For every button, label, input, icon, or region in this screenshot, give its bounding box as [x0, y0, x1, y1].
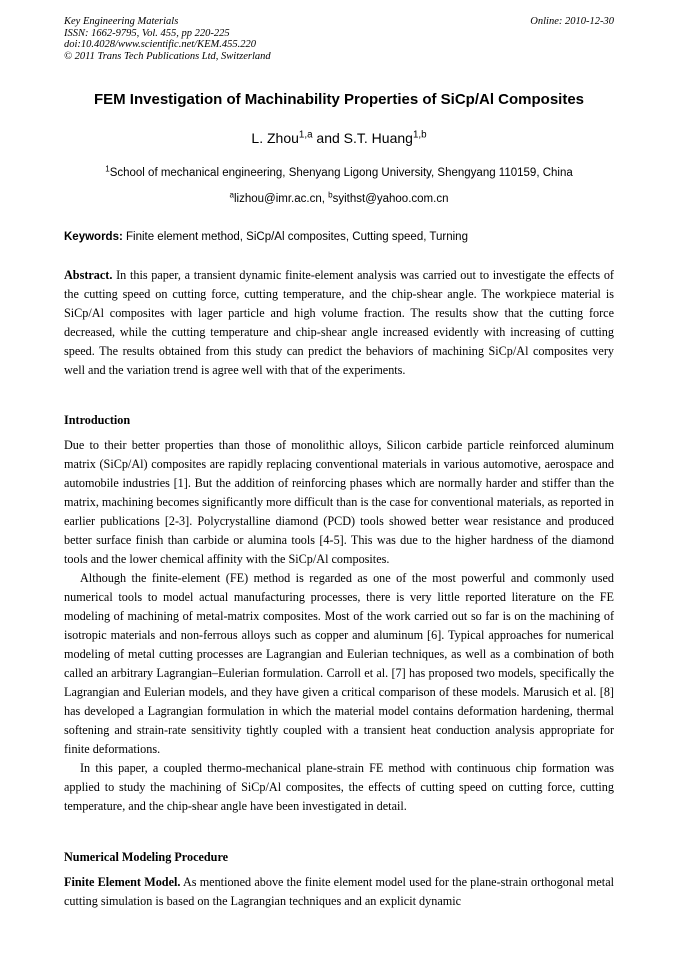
abstract — [64, 266, 614, 380]
author-line — [0, 130, 678, 146]
email-a-sup: a — [229, 190, 234, 200]
introduction-body — [64, 436, 614, 816]
fem-paragraph — [64, 873, 614, 911]
affiliation — [0, 164, 678, 179]
email-b: syithst@yahoo.com.cn — [332, 193, 449, 205]
intro-paragraph-3: In this paper, a coupled thermo-mechanical plane-strain FE method with continuous chip formation was applied to study the machining of SiCp/Al composites, the effects of cutting speed on cutting force, cutting temperature, and the chip-shear angle have been investigated in detail. — [64, 761, 614, 813]
journal-name: Key Engineering Materials — [64, 16, 179, 27]
numerical-heading: Numerical Modeling Procedure — [64, 850, 229, 864]
intro-paragraph-2: Although the finite-element (FE) method is regarded as one of the most powerful and commonly used numerical tools to model actual manufacturing processes, there is very little reported literature on the FE modeling of machining of metal-matrix composites. Most of the work carried out so far is on the machining of isotropic materials and non-ferrous alloys such as copper and aluminum [6]. Typical approaches for numerical modeling of metal cutting processes are Lagrangian and Eulerian techniques, as well as a combination of both called an arbitrary Lagrangian–Eulerian formulation. Carroll et al. [7] has proposed two models, specifically the Lagrangian and Eulerian models, and they have given a critical comparison of these models. Marusich et al. [8] has developed a Lagrangian formulation in which the material model contains deformation hardening, thermal softening and strain-rate sensitivity tightly coupled with a transient heat conduction analysis appropriate for finite deformations. — [64, 571, 614, 756]
introduction-heading: Introduction — [64, 413, 131, 427]
issn-line: ISSN: 1662-9795, Vol. 455, pp 220-225 — [64, 27, 230, 39]
fem-label: Finite Element Model. — [64, 875, 181, 889]
author-2-sup: 1,b — [412, 129, 427, 141]
abstract-text: In this paper, a transient dynamic finite-element analysis was carried out to investigate the effects of the cutting speed on cutting force, cutting temperature, and the chip-shear angle. The workpiece material is SiCp/Al composites with lager particle and high volume fraction. The results show that the cutting force decreased, while the cutting temperature and chip-shear angle increased evidently with increasing of cutting speed. The results obtained from this study can predict the behaviors of machining SiCp/Al composites very well and the variation trend is agree well with that of the experiments. — [64, 268, 614, 377]
affiliation-text: School of mechanical engineering, Shenyang Ligong University, Shengyang 110159, China — [109, 167, 573, 179]
keywords — [64, 231, 614, 243]
doi-line: doi:10.4028/www.scientific.net/KEM.455.220 — [64, 39, 256, 50]
keywords-text: Finite element method, SiCp/Al composites, Cutting speed, Turning — [122, 231, 468, 243]
email-line — [0, 190, 678, 205]
affiliation-sup: 1 — [105, 164, 110, 174]
online-date: Online: 2010-12-30 — [530, 16, 614, 27]
author-1-sup: 1,a — [298, 129, 313, 141]
keywords-label: Keywords: — [64, 231, 123, 243]
author-conj: and — [312, 130, 344, 146]
intro-paragraph-1: Due to their better properties than those of monolithic alloys, Silicon carbide particle reinforced aluminum matrix (SiCp/Al) composites are rapidly replacing conventional materials in various automotive, aerospace and automobile industries [1]. But the addition of reinforcing phases which are normally harder and stiffer than the matrix, machining becomes significantly more difficult than is the case for conventional materials, as reported in earlier publications [2-3]. Polycrystalline diamond (PCD) tools showed better wear resistance and produced better surface finish than carbide or alumina tools [4-5]. This was due to the higher hardness of the diamond tools and the lower chemical affinity with the SiCp/Al composites. — [64, 438, 614, 566]
copyright-line: © 2011 Trans Tech Publications Ltd, Switzerland — [64, 50, 271, 62]
abstract-label: Abstract. — [64, 268, 113, 282]
author-2: S.T. Huang — [343, 130, 413, 146]
email-a: lizhou@imr.ac.cn, — [234, 193, 329, 205]
journal-header — [64, 16, 614, 62]
author-1: L. Zhou — [251, 130, 299, 146]
email-b-sup: b — [328, 190, 333, 200]
paper-title: FEM Investigation of Machinability Properties of SiCp/Al Composites — [93, 91, 585, 108]
fem-text: As mentioned above the finite element model used for the plane-strain orthogonal metal cutting simulation is based on the Lagrangian techniques and an explicit dynamic — [64, 875, 614, 908]
